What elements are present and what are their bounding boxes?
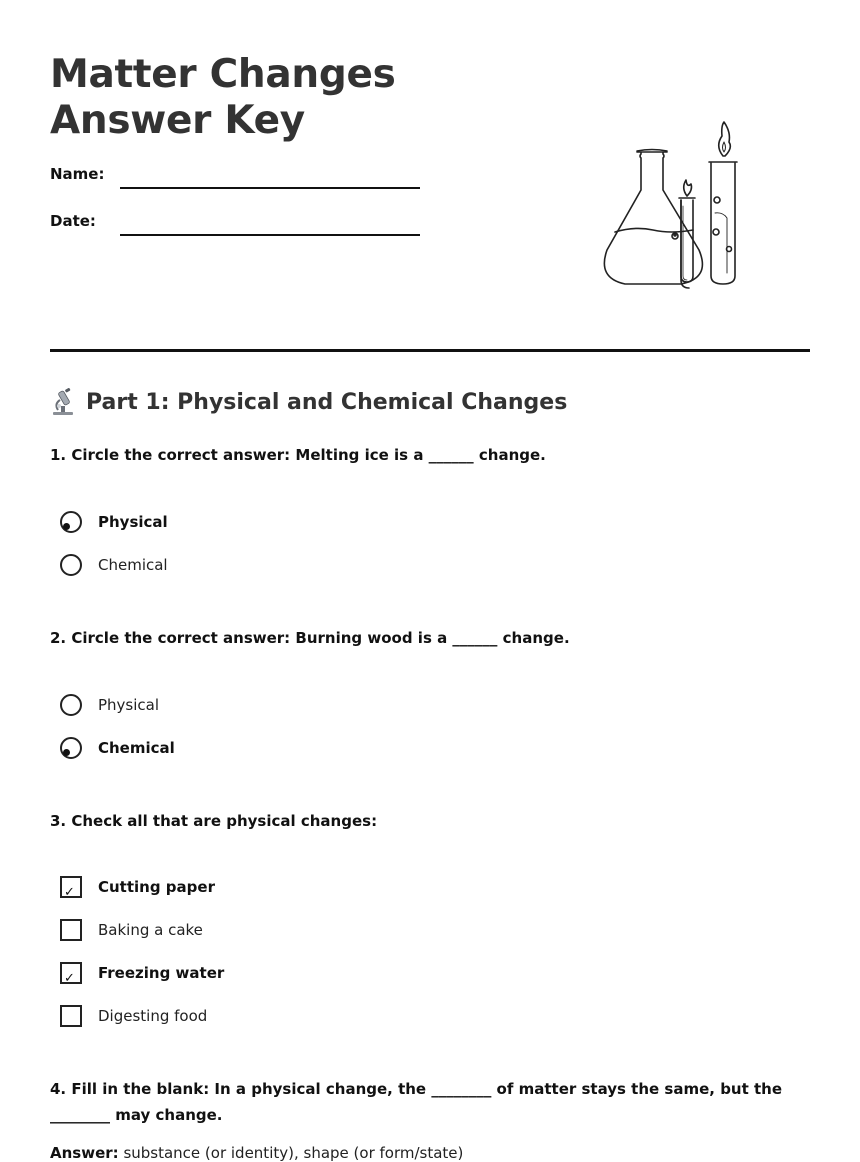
option-label: Physical bbox=[98, 513, 168, 531]
option-label: Freezing water bbox=[98, 964, 225, 982]
q3-option-cutting-paper[interactable] bbox=[60, 874, 215, 900]
radio-selected-dot bbox=[63, 523, 70, 530]
worksheet-page bbox=[50, 0, 810, 1161]
option-label: Chemical bbox=[98, 556, 168, 574]
option-label: Digesting food bbox=[98, 1007, 208, 1025]
check-mark-icon: ✓ bbox=[64, 971, 75, 986]
q3-option-baking-cake[interactable] bbox=[60, 917, 203, 943]
question-4: 4. Fill in the blank: In a physical change, the ________ of matter stays the same, but the ________ may change. bbox=[50, 1080, 783, 1124]
question-4-answer bbox=[50, 1144, 463, 1162]
option-label: Cutting paper bbox=[98, 878, 215, 896]
radio-button[interactable] bbox=[60, 554, 82, 576]
section-divider bbox=[50, 349, 810, 352]
checkbox[interactable] bbox=[60, 962, 82, 984]
answer-text: substance (or identity), shape (or form/state) bbox=[123, 1144, 464, 1162]
check-mark-icon: ✓ bbox=[64, 885, 75, 900]
question-2: 2. Circle the correct answer: Burning wood is a ______ change. bbox=[50, 629, 570, 647]
lab-glassware-illustration bbox=[595, 118, 745, 290]
q1-option-physical[interactable] bbox=[60, 509, 168, 535]
option-label: Physical bbox=[98, 696, 160, 714]
name-label: Name: bbox=[50, 165, 105, 183]
q3-option-digesting-food[interactable] bbox=[60, 1003, 207, 1029]
date-field-line[interactable] bbox=[120, 234, 420, 236]
option-label: Chemical bbox=[98, 739, 175, 757]
question-1: 1. Circle the correct answer: Melting ice is a ______ change. bbox=[50, 446, 546, 464]
radio-button[interactable] bbox=[60, 511, 82, 533]
microscope-icon bbox=[50, 388, 76, 416]
checkbox[interactable] bbox=[60, 876, 82, 898]
radio-button[interactable] bbox=[60, 737, 82, 759]
checkbox[interactable] bbox=[60, 1005, 82, 1027]
option-label: Baking a cake bbox=[98, 921, 203, 939]
section-heading-text: Part 1: Physical and Chemical Changes bbox=[86, 389, 568, 415]
q3-option-freezing-water[interactable] bbox=[60, 960, 224, 986]
section-heading-part1 bbox=[50, 388, 567, 416]
name-field-line[interactable] bbox=[120, 187, 420, 189]
date-label: Date: bbox=[50, 212, 96, 230]
q1-option-chemical[interactable] bbox=[60, 552, 168, 578]
q2-option-physical[interactable] bbox=[60, 692, 159, 718]
checkbox[interactable] bbox=[60, 919, 82, 941]
radio-button[interactable] bbox=[60, 694, 82, 716]
q2-option-chemical[interactable] bbox=[60, 735, 175, 761]
question-3: 3. Check all that are physical changes: bbox=[50, 812, 378, 830]
page-title: Matter Changes Answer Key bbox=[50, 52, 396, 143]
answer-label: Answer: bbox=[50, 1144, 119, 1162]
radio-selected-dot bbox=[63, 749, 70, 756]
